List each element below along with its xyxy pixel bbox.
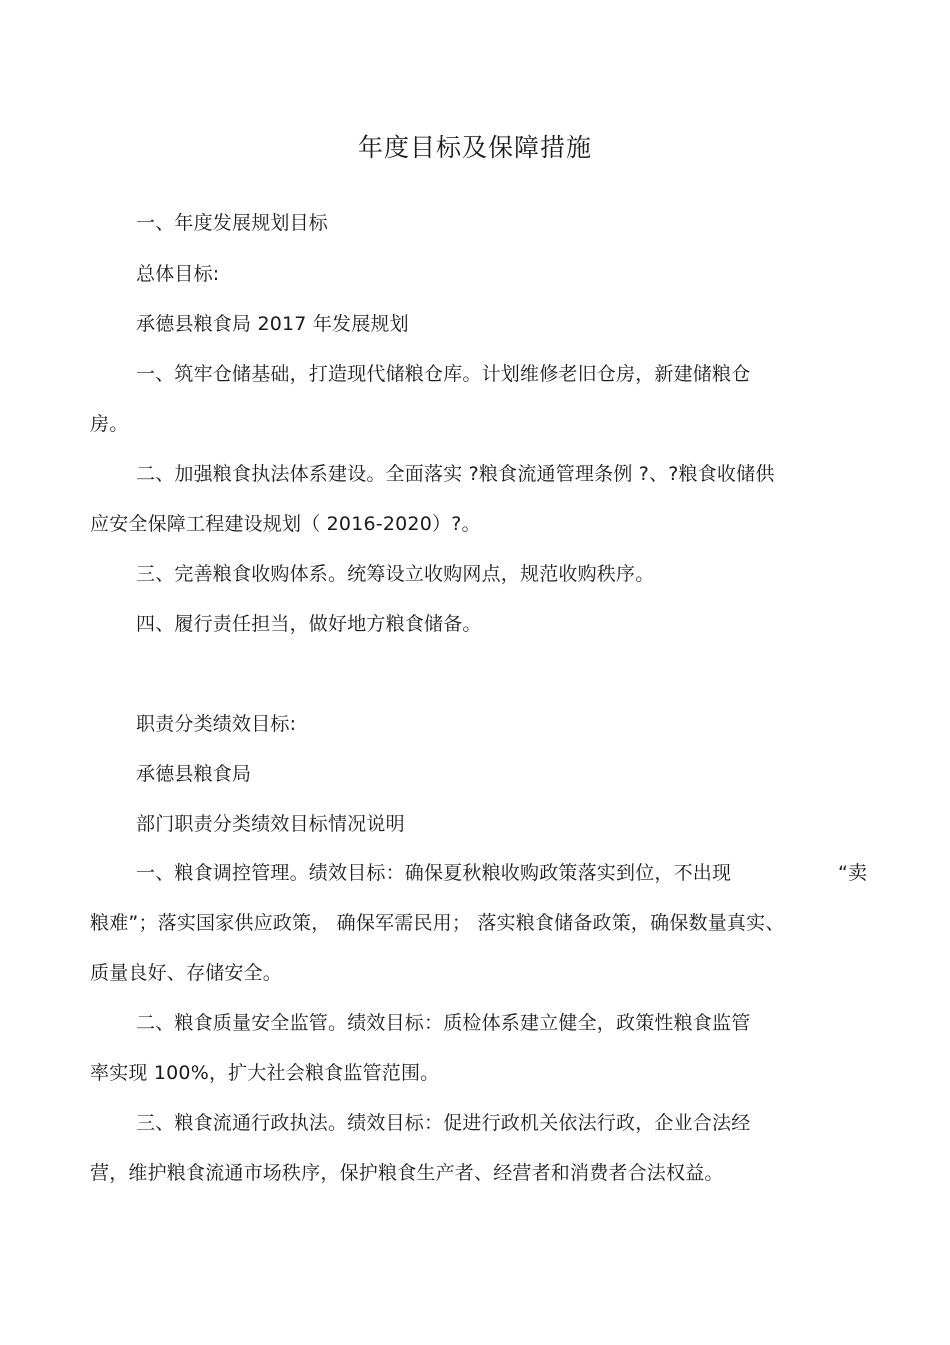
performance-item-3-line-1: 三、粮食流通行政执法。绩效目标：促进行政机关依法行政，企业合法经 (136, 1112, 751, 1134)
performance-item-2-line-1: 二、粮食质量安全监管。绩效目标：质检体系建立健全，政策性粮食监管 (136, 1012, 751, 1034)
plan-title: 承德县粮食局 2017 年发展规划 (136, 313, 409, 335)
overall-goal-label: 总体目标: (136, 263, 220, 285)
performance-item-1-fragment: “卖 (838, 862, 868, 884)
plan-item-2-line-2: 应安全保障工程建设规划（ 2016-2020）?。 (90, 513, 481, 535)
organization-name: 承德县粮食局 (136, 763, 252, 785)
performance-item-1-line-1: 一、粮食调控管理。绩效目标：确保夏秋粮收购政策落实到位，不出现 (136, 862, 732, 884)
performance-item-2-line-2: 率实现 100%，扩大社会粮食监管范围。 (90, 1062, 440, 1084)
section-heading-performance: 职责分类绩效目标: (136, 713, 297, 735)
plan-item-2-line-1: 二、加强粮食执法体系建设。全面落实 ?粮食流通管理条例 ?、?粮食收储供 (136, 463, 775, 485)
document-title: 年度目标及保障措施 (357, 133, 592, 162)
performance-item-1-line-2: 粮难”；落实国家供应政策， 确保军需民用； 落实粮食储备政策，确保数量真实、 (90, 912, 785, 934)
performance-item-1-line-3: 质量良好、存储安全。 (90, 962, 283, 984)
performance-item-3-line-2: 营，维护粮食流通市场秩序，保护粮食生产者、经营者和消费者合法权益。 (90, 1162, 724, 1184)
performance-subtitle: 部门职责分类绩效目标情况说明 (136, 813, 405, 835)
plan-item-1-line-1: 一、筑牢仓储基础，打造现代储粮仓库。计划维修老旧仓房，新建储粮仓 (136, 363, 751, 385)
plan-item-4: 四、履行责任担当，做好地方粮食储备。 (136, 613, 482, 635)
plan-item-3: 三、完善粮食收购体系。统筹设立收购网点，规范收购秩序。 (136, 563, 655, 585)
plan-item-1-line-2: 房。 (90, 413, 129, 435)
section-heading-annual-plan: 一、年度发展规划目标 (136, 212, 329, 234)
